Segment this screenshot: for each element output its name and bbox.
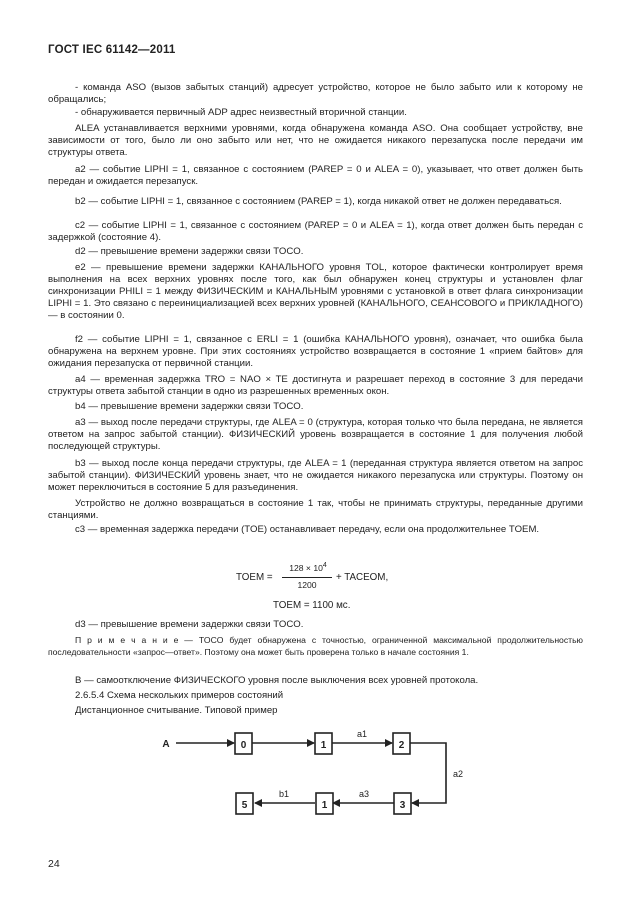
paragraph-adp: - обнаруживается первичный ADP адрес неизвестный вторичной станции. <box>75 107 407 118</box>
paragraph-b4: b4 — превышение времени задержки связи TOCO. <box>75 401 304 412</box>
state-2-label: 2 <box>398 740 405 751</box>
paragraph-b3: b3 — выход после конца передачи структуры, где ALEA = 1 (переданная структура является ответом на запрос забытой станции). ФИЗИЧЕСКИЙ уровень знает, что не ожидается никакого перезапуска или структуры. Поэтому он может переключиться в состояние 5 для разъединения. <box>48 458 583 494</box>
paragraph-a3: a3 — выход после передачи структуры, где ALEA = 0 (структура, которая только что была передана, не является ответом на запрос забытой станции). ФИЗИЧЕСКИЙ уровень возвращается в состояние 1 для получения любой последующей структуры. <box>48 417 583 453</box>
state-1b-label: 1 <box>321 800 328 811</box>
document-header: ГОСТ IEC 61142—2011 <box>48 44 176 56</box>
diagram-caption: Дистанционное считывание. Типовой пример <box>75 705 278 716</box>
state-1-label: 1 <box>320 740 327 751</box>
input-label: A <box>162 739 170 750</box>
state-3-label: 3 <box>399 800 406 811</box>
paragraph-d3: d3 — превышение времени задержки связи TOCO. <box>75 619 304 630</box>
note-text: — TOCO будет обнаружена с точностью, ограниченной максимальной продолжительностью последовательности «запрос—ответ». Поэтому она может быть проверена только в начале состояния 1. <box>48 635 583 657</box>
paragraph-e2: e2 — превышение времени задержки КАНАЛЬНОГО уровня TOL, которое фактически контролирует время выполнения на всех верхних уровнях после того, как был обнаружен конец структуры и установлен флаг синхронизации PHILI = 1 между ФИЗИЧЕСКИМ и КАНАЛЬНЫМ уровнями с установкой в ответ флага синхронизации LIPHI = 1. Это связано с переинициализацией всех верхних уровней (КАНАЛЬНОГО, СЕАНСОВОГО и ПРИКЛАДНОГО) — в состоянии 0. <box>48 262 583 322</box>
edge-label-a1: a1 <box>356 729 368 739</box>
formula-numerator: $128 \times 10^4$ <box>289 562 327 573</box>
state-5-label: 5 <box>241 800 248 811</box>
paragraph-alea: ALEA устанавливается верхними уровнями, когда обнаружена команда ASO. Она сообщает устройству, вне зависимости от того, было ли оно забыто или нет, что не ожидается никакого перезапуска после передачи им структуры ответа. <box>48 123 583 159</box>
paragraph-a2: a2 — событие LIPHI = 1, связанное с состоянием (PAREP = 0 и ALEA = 0), указывает, что ответ должен быть передан и ожидается перезапуск. <box>48 164 583 188</box>
paragraph-f2: f2 — событие LIPHI = 1, связанное с ERLI = 1 (ошибка КАНАЛЬНОГО уровня), означает, что ошибка была обнаружена на верхнем уровне. При этих состояниях устройство возвращается в состояние 1 «прием байтов» для ожидания перезапуска от первичной станции. <box>48 334 583 370</box>
paragraph-c2: c2 — событие LIPHI = 1, связанное с состоянием (PAREP = 0 и ALEA = 1), когда ответ должен быть передан с задержкой (состояние 4). <box>48 220 583 244</box>
state-0-label: 0 <box>240 740 247 751</box>
edge-label-b1: b1 <box>278 789 290 799</box>
note-label: П р и м е ч а н и е <box>75 635 179 645</box>
paragraph-c3: c3 — временная задержка передачи (TOE) останавливает передачу, если она продолжительнее TOEM. <box>75 524 540 535</box>
page-number: 24 <box>48 858 60 870</box>
section-heading: 2.6.5.4 Схема нескольких примеров состояний <box>75 690 284 701</box>
formula-lhs: TOEM = <box>236 572 273 583</box>
formula-result: TOEM = 1100 мс. <box>273 600 351 611</box>
paragraph-d2: d2 — превышение времени задержки связи TOCO. <box>75 246 304 257</box>
edge-label-a2: a2 <box>452 769 464 779</box>
edge-label-a3: a3 <box>358 789 370 799</box>
paragraph-a4: a4 — временная задержка TRO = NAO × TE достигнута и разрешает переход в состояние 3 для передачи структуры ответа забытой станции в одно из разрешенных временных окон. <box>48 374 583 398</box>
paragraph-b: B — самоотключение ФИЗИЧЕСКОГО уровня после выключения всех уровней протокола. <box>75 675 479 686</box>
paragraph-device: Устройство не должно возвращаться в состояние 1 так, чтобы не принимать структуры, переданные другими станциями. <box>48 498 583 522</box>
formula-rhs: + TACEOM, <box>336 572 389 583</box>
paragraph-b2: b2 — событие LIPHI = 1, связанное с состоянием (PAREP = 1), когда никакой ответ не должен передаваться. <box>75 196 562 207</box>
edge-a2-arrow <box>410 743 446 803</box>
paragraph-aso: - команда ASO (вызов забытых станций) адресует устройство, которое не было забыто или к которому не обращались; <box>48 82 583 106</box>
formula-denominator: 1200 <box>297 580 317 590</box>
formula-exponent: 4 <box>322 562 327 569</box>
